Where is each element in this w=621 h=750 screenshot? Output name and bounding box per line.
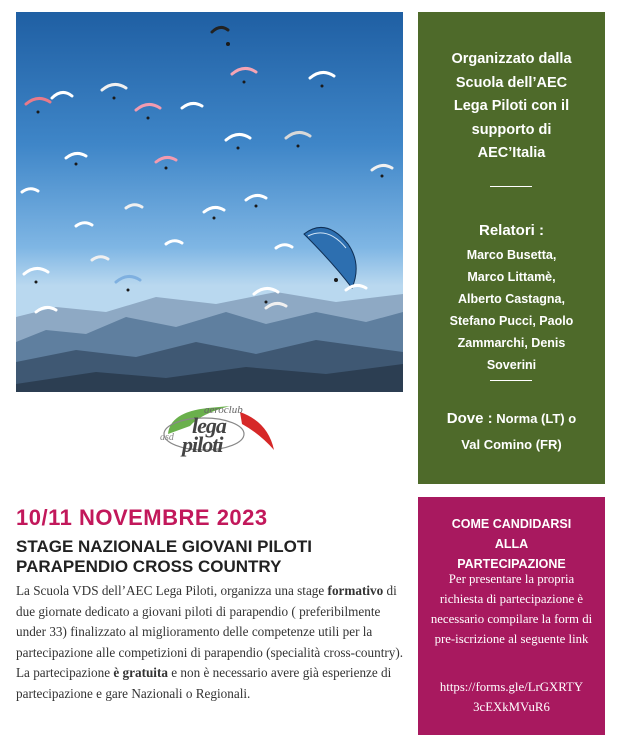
description-bold: formativo [327,583,384,598]
divider [490,380,532,381]
organizer-line: Lega Piloti con il [453,98,570,114]
application-heading [418,514,605,574]
link-line[interactable]: https://forms.gle/LrGXRTY [439,680,584,694]
aeroclub-lega-piloti-logo [160,398,280,460]
hero-photo [16,12,403,392]
heading-line: PARTECIPAZIONE [457,557,566,571]
speaker-line: Alberto Castagna, [458,292,565,306]
heading-line: COME CANDIDARSI [451,517,572,531]
location-label: Dove : [446,410,493,427]
registration-link[interactable] [422,677,601,717]
event-description [16,581,408,705]
logo-asd: asd [160,432,174,443]
description-text: e non è necessario avere già esperienze di partecipazione e gare Nazionali o Regionali. [16,665,392,701]
speaker-line: Stefano Pucci, Paolo [449,314,574,328]
event-title-line2: PARAPENDIO CROSS COUNTRY [16,557,282,576]
logo-lega: lega [192,413,226,438]
location-info [418,406,605,458]
description-text: La Scuola VDS dell’AEC Lega Piloti, organizza una stage [16,583,328,598]
event-title-line1: STAGE NAZIONALE GIOVANI PILOTI [16,537,312,556]
speakers-list [422,244,601,376]
application-description: Per presentare la propria richiesta di partecipazione è necessario compilare la form di pre-iscrizione al seguente link [430,572,593,646]
organizer-line: Scuola dell’AEC [455,74,568,91]
speaker-line: Marco Littamè, [467,270,556,284]
logo-aeroclub: aeroclub [204,404,243,416]
speaker-line: Marco Busetta, [466,248,557,262]
description-text: di due giornate dedicato a giovani piloti di parapendio ( preferibilmente under 33) finalizzato al miglioramento delle competenze utili per la partecipazione alle competizioni di parapendio (specialità cross-country). La partecipazione [16,583,404,681]
description-bold: è gratuita [113,665,168,681]
link-line[interactable]: 3cEXkMVuR6 [473,700,550,714]
organizer-line: Organizzato dalla [451,51,572,67]
speaker-line: Soverini [486,358,537,372]
location-line: Norma (LT) o [496,411,577,426]
organizer-line: supporto di [471,121,552,138]
event-date: 10/11 NOVEMBRE 2023 [16,505,268,530]
organizer-text [418,48,605,166]
location-line: Val Comino (FR) [461,437,562,452]
organizer-info-box [418,12,605,484]
organizer-line: AEC’Italia [477,145,546,161]
application-box [418,497,605,735]
divider [490,186,532,187]
heading-line: ALLA [494,537,529,551]
logo-piloti: piloti [182,432,223,457]
speakers-title: Relatori : [478,222,544,239]
speaker-line: Zammarchi, Denis [457,336,566,350]
